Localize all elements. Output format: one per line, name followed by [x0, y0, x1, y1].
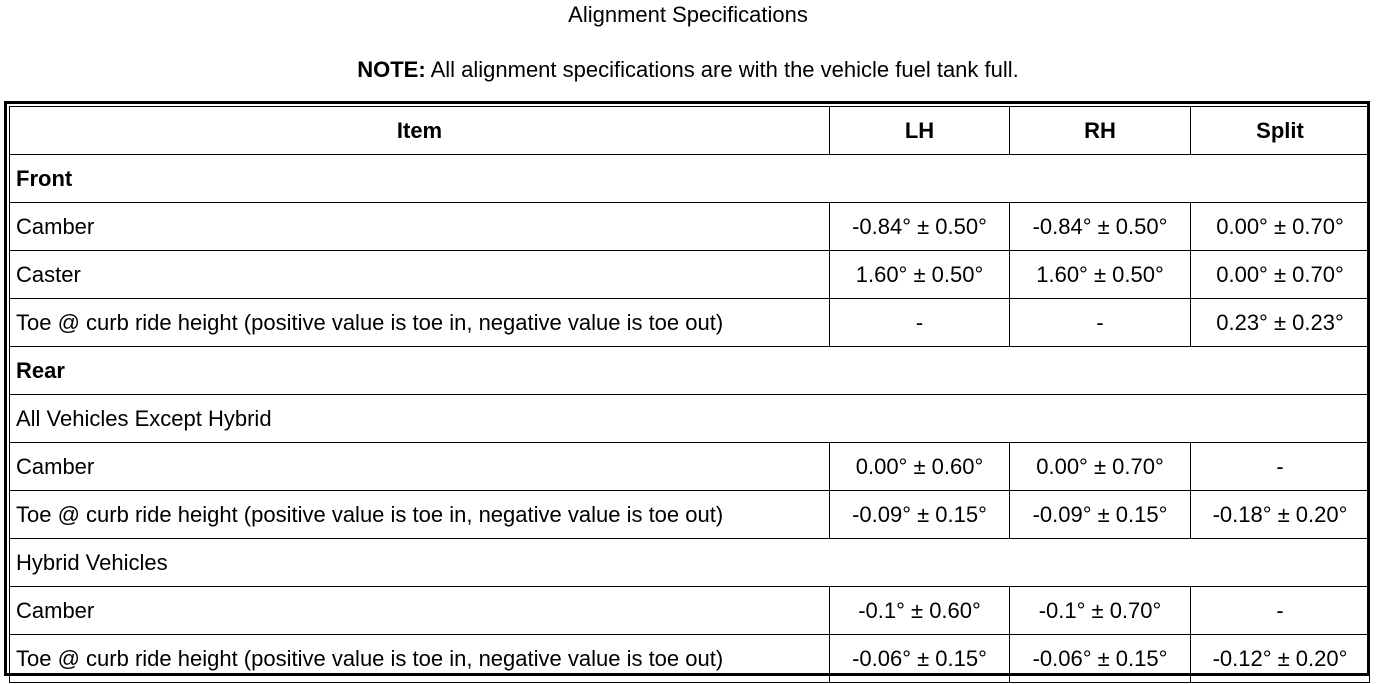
- cell-item: Toe @ curb ride height (positive value is toe in, negative value is toe out): [10, 635, 830, 683]
- section-heading: Front: [10, 155, 1370, 203]
- cell-item: Camber: [10, 587, 830, 635]
- cell-item: Camber: [10, 443, 830, 491]
- cell-item: Toe @ curb ride height (positive value is toe in, negative value is toe out): [10, 299, 830, 347]
- subsection-heading: Hybrid Vehicles: [10, 539, 1370, 587]
- cell-rh: 0.00° ± 0.70°: [1010, 443, 1191, 491]
- cell-lh: -0.06° ± 0.15°: [830, 635, 1010, 683]
- cell-rh: 1.60° ± 0.50°: [1010, 251, 1191, 299]
- table-row: [10, 299, 1370, 347]
- cell-rh: -0.84° ± 0.50°: [1010, 203, 1191, 251]
- cell-lh: -0.84° ± 0.50°: [830, 203, 1010, 251]
- table-row: [10, 395, 1370, 443]
- header-rh: RH: [1010, 107, 1191, 155]
- cell-split: -: [1191, 443, 1370, 491]
- note-text: All alignment specifications are with the vehicle fuel tank full.: [425, 57, 1019, 82]
- table-row: [10, 539, 1370, 587]
- cell-lh: 1.60° ± 0.50°: [830, 251, 1010, 299]
- cell-lh: 0.00° ± 0.60°: [830, 443, 1010, 491]
- table-row: [10, 587, 1370, 635]
- table-row: [10, 491, 1370, 539]
- document-title: Alignment Specifications: [568, 2, 808, 27]
- cell-rh: -0.06° ± 0.15°: [1010, 635, 1191, 683]
- cell-rh: -: [1010, 299, 1191, 347]
- cell-rh: -0.09° ± 0.15°: [1010, 491, 1191, 539]
- table-row: [10, 251, 1370, 299]
- table-row: [10, 155, 1370, 203]
- fuel-tank-note: [0, 57, 1376, 83]
- section-heading: Rear: [10, 347, 1370, 395]
- table-body: [10, 155, 1370, 683]
- cell-split: -: [1191, 587, 1370, 635]
- cell-item: Toe @ curb ride height (positive value is toe in, negative value is toe out): [10, 491, 830, 539]
- alignment-spec-table-frame: [4, 101, 1370, 676]
- header-split: Split: [1191, 107, 1370, 155]
- header-lh: LH: [830, 107, 1010, 155]
- table-header-row: [10, 107, 1370, 155]
- alignment-spec-table: [9, 106, 1370, 683]
- table-row: [10, 347, 1370, 395]
- table-row: [10, 635, 1370, 683]
- cell-item: Caster: [10, 251, 830, 299]
- table-row: [10, 443, 1370, 491]
- cell-split: 0.00° ± 0.70°: [1191, 203, 1370, 251]
- cell-split: -0.18° ± 0.20°: [1191, 491, 1370, 539]
- subsection-heading: All Vehicles Except Hybrid: [10, 395, 1370, 443]
- table-row: [10, 203, 1370, 251]
- cell-lh: -: [830, 299, 1010, 347]
- cell-rh: -0.1° ± 0.70°: [1010, 587, 1191, 635]
- cell-split: -0.12° ± 0.20°: [1191, 635, 1370, 683]
- cell-item: Camber: [10, 203, 830, 251]
- cell-lh: -0.09° ± 0.15°: [830, 491, 1010, 539]
- header-item: Item: [10, 107, 830, 155]
- cell-split: 0.00° ± 0.70°: [1191, 251, 1370, 299]
- cell-lh: -0.1° ± 0.60°: [830, 587, 1010, 635]
- note-label: NOTE:: [357, 57, 426, 82]
- cell-split: 0.23° ± 0.23°: [1191, 299, 1370, 347]
